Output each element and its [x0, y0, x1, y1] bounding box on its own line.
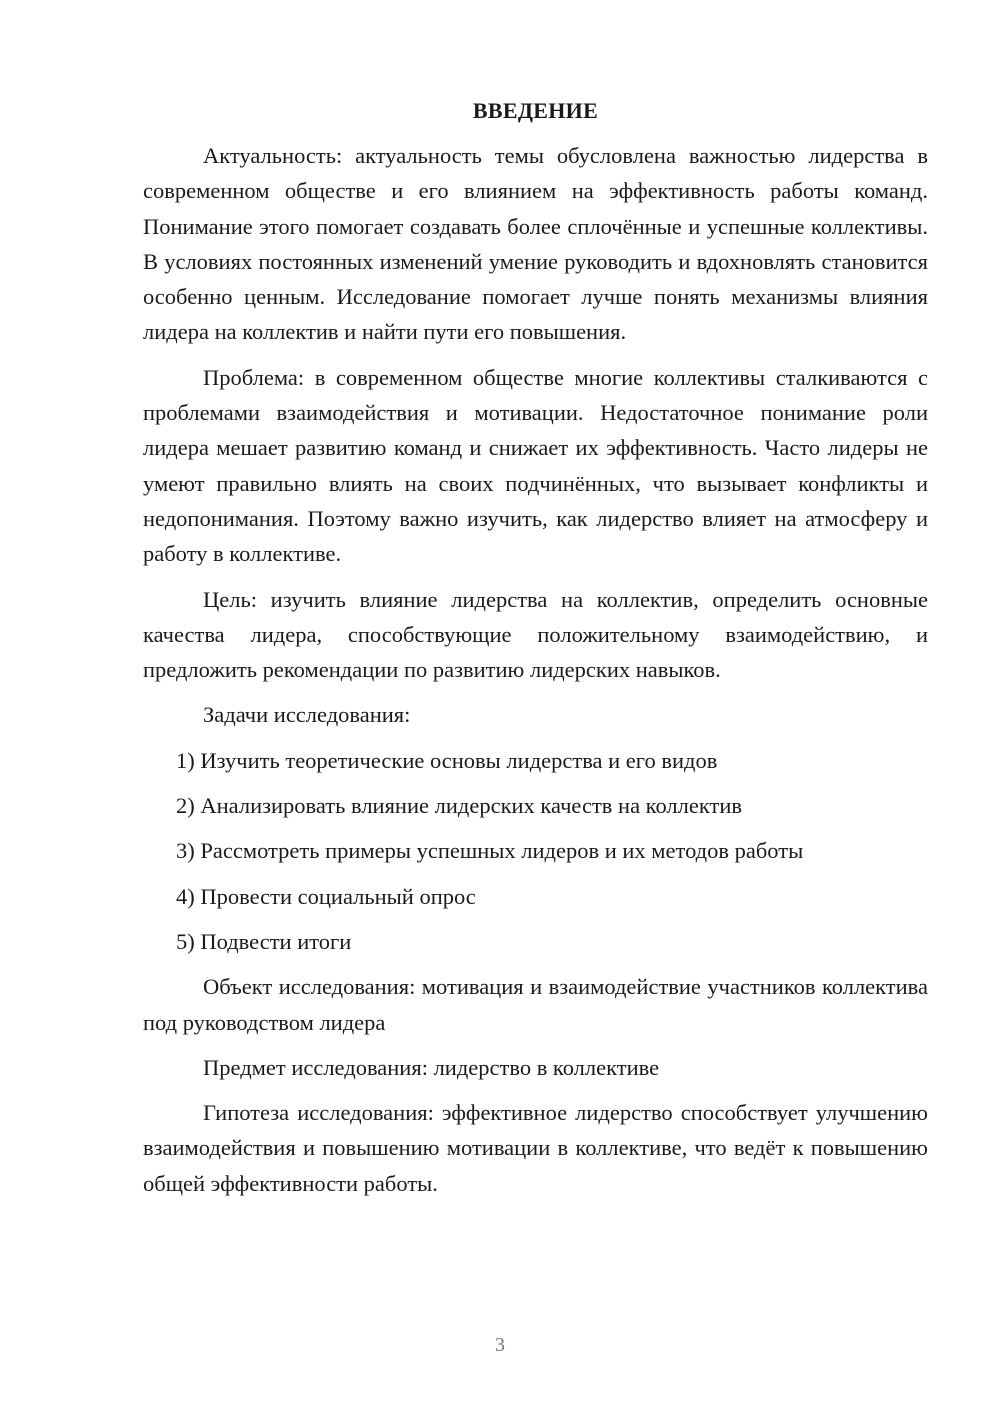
- list-item: 3) Рассмотреть примеры успешных лидеров и их методов работы: [176, 838, 804, 864]
- list-item: 1) Изучить теоретические основы лидерства и его видов: [176, 747, 718, 773]
- subject-paragraph: Предмет исследования: лидерство в коллективе: [203, 1054, 660, 1080]
- goal-paragraph: Цель: изучить влияние лидерства на коллектив, определить основные качества лидера, способствующие положительному взаимодействию, и предложить рекомендации по развитию лидерских навыков.: [143, 586, 928, 683]
- page-number: 3: [495, 1334, 505, 1356]
- list-item: 5) Подвести итоги: [176, 928, 352, 954]
- tasks-heading: Задачи исследования:: [203, 702, 411, 728]
- relevance-paragraph: Актуальность: актуальность темы обусловлена важностью лидерства в современном обществе и его влиянием на эффективность работы команд. Понимание этого помогает создавать более сплочённые и успешные коллективы. В условиях постоянных изменений умение руководить и вдохновлять становится особенно ценным. Исследование помогает лучше понять механизмы влияния лидера на коллектив и найти пути его повышения.: [143, 143, 928, 345]
- page-title: ВВЕДЕНИЕ: [472, 98, 599, 123]
- problem-paragraph: Проблема: в современном обществе многие коллективы сталкиваются с проблемами взаимодействия и мотивации. Недостаточное понимание роли лидера мешает развитию команд и снижает их эффективность. Часто лидеры не умеют правильно влиять на своих подчинённых, что вызывает конфликты и недопонимания. Поэтому важно изучить, как лидерство влияет на атмосферу и работу в коллективе.: [143, 364, 928, 567]
- list-item: 4) Провести социальный опрос: [176, 883, 476, 909]
- list-item: 2) Анализировать влияние лидерских качеств на коллектив: [176, 793, 742, 819]
- object-paragraph: Объект исследования: мотивация и взаимодействие участников коллектива под руководством лидера: [143, 974, 928, 1035]
- document-page: [143, 96, 928, 1211]
- tasks-list: [143, 743, 928, 959]
- hypothesis-paragraph: Гипотеза исследования: эффективное лидерство способствует улучшению взаимодействия и повышению мотивации в коллективе, что ведёт к повышению общей эффективности работы.: [143, 1100, 928, 1196]
